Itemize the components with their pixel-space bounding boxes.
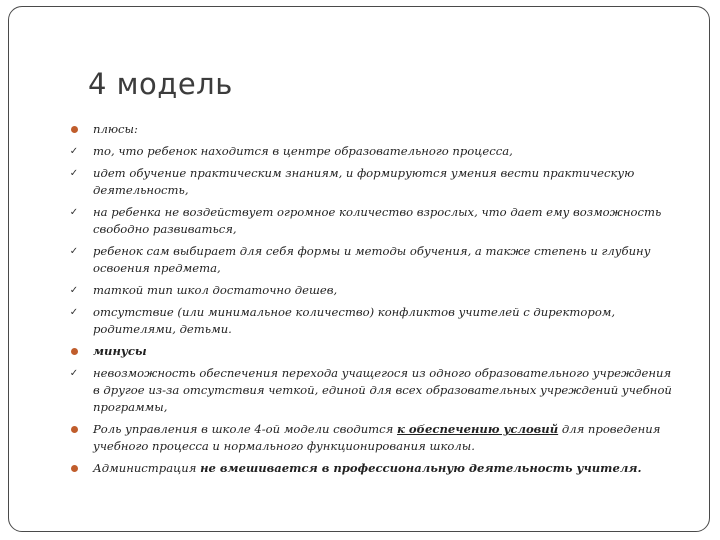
item-text: ребенок сам выбирает для себя формы и методы обучения, а также степень и глубину освоения предмета, xyxy=(93,244,651,275)
bullet-dot-icon xyxy=(68,421,80,438)
list-item xyxy=(63,121,673,138)
bullet-dot-icon xyxy=(68,343,80,360)
list-item xyxy=(63,243,673,277)
slide-frame xyxy=(8,6,710,532)
list-item xyxy=(63,343,673,360)
checkmark-icon: ✓ xyxy=(69,246,79,257)
item-text: идет обучение практическим знаниям, и формируются умения вести практическую деятельность, xyxy=(93,166,635,197)
list-item xyxy=(63,365,673,416)
list-item xyxy=(63,165,673,199)
checkmark-icon: ✓ xyxy=(69,168,79,179)
list-item xyxy=(63,421,673,455)
list-item xyxy=(63,143,673,160)
checkmark-icon: ✓ xyxy=(69,368,79,379)
bullet-dot-icon xyxy=(68,460,80,477)
checkmark-icon: ✓ xyxy=(69,285,79,296)
content-list xyxy=(63,121,673,482)
list-item xyxy=(63,204,673,238)
item-text: плюсы: xyxy=(93,122,138,136)
item-text: отсутствие (или минимальное количество) конфликтов учителей с директором, родителями, детьми. xyxy=(93,305,616,336)
item-text: Роль управления в школе 4-ой модели сводится xyxy=(93,422,398,436)
checkmark-icon: ✓ xyxy=(69,207,79,218)
item-text: таткой тип школ достаточно дешев, xyxy=(93,283,338,297)
item-text: Администрация xyxy=(93,461,201,475)
list-item xyxy=(63,282,673,299)
checkmark-icon: ✓ xyxy=(69,307,79,318)
list-item xyxy=(63,460,673,477)
item-text: то, что ребенок находится в центре образовательного процесса, xyxy=(93,144,513,158)
bullet-dot-icon xyxy=(68,121,80,138)
item-text: невозможность обеспечения перехода учащегося из одного образовательного учреждения в другое из-за отсутствия четкой, единой для всех образовательных учреждений учебной программы, xyxy=(93,366,672,414)
checkmark-icon: ✓ xyxy=(69,146,79,157)
item-text: для проведения учебного процесса и нормального функционирования школы. xyxy=(93,422,661,453)
item-text-emphasis: не вмешивается в профессиональную деятельность учителя. xyxy=(200,461,642,475)
item-text: на ребенка не воздействует огромное количество взрослых, что дает ему возможность свободно развиваться, xyxy=(93,205,662,236)
item-text-minuses: минусы xyxy=(93,344,147,358)
slide-title: 4 модель xyxy=(88,67,233,101)
item-text-emphasis: к обеспечению условий xyxy=(397,422,559,436)
list-item xyxy=(63,304,673,338)
